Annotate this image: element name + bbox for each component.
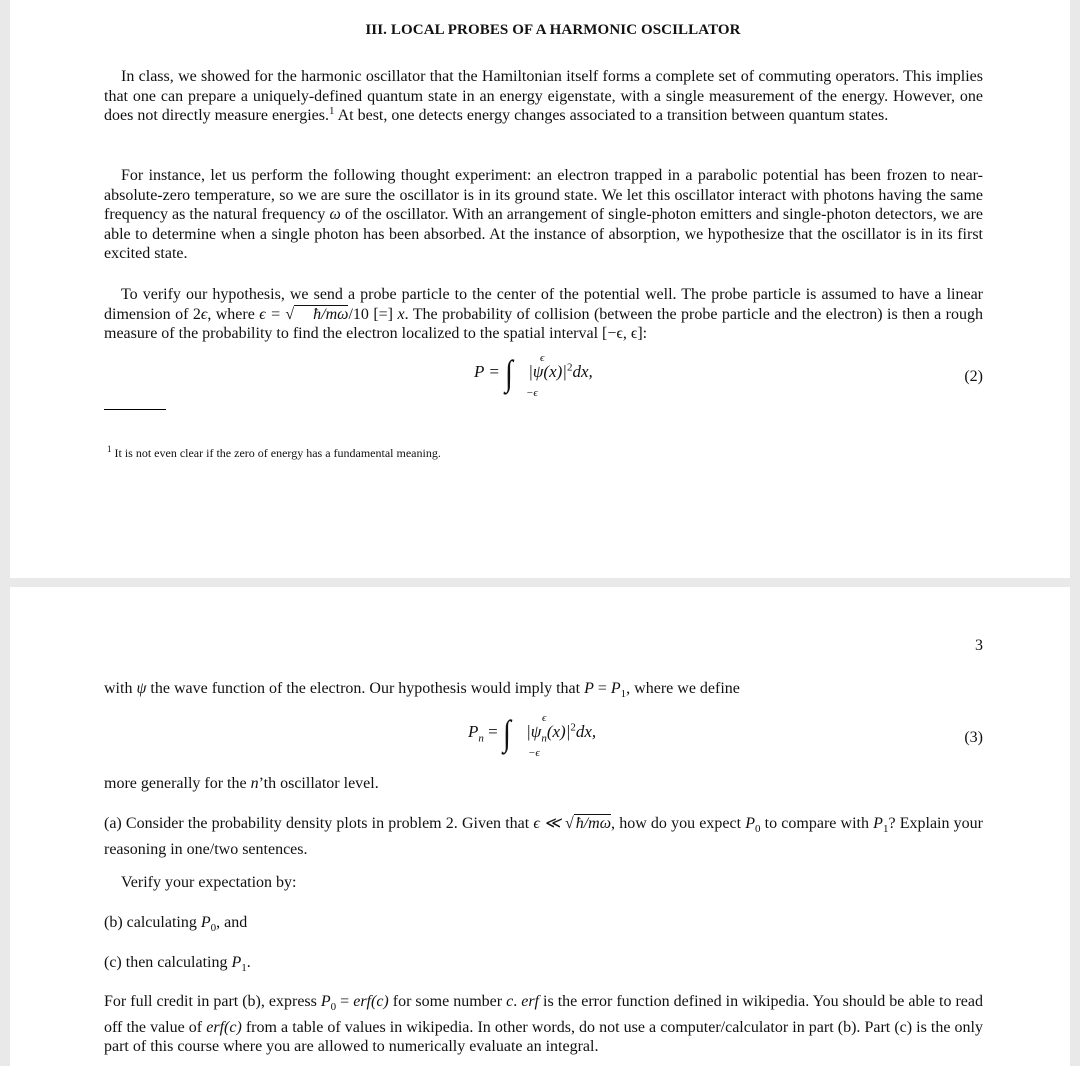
p1-subscript: 1	[620, 688, 627, 701]
equation-3	[468, 712, 597, 759]
p1-symbol: P	[610, 680, 621, 697]
paragraph-2	[104, 166, 983, 264]
credit-text-e: is the error function defined in wikipedia. You should be able to read off the value of	[104, 993, 984, 1036]
erf-word: erf	[521, 993, 539, 1010]
paragraph-1-text-b: At best, one detects energy changes associated to a transition between quantum states.	[334, 107, 889, 124]
epsilon-definition: ϵ =	[259, 305, 286, 323]
paragraph-3-text-b: , where	[207, 305, 260, 323]
question-c	[104, 953, 983, 979]
lower-limit: −ϵ	[528, 747, 540, 759]
x-variable: x	[397, 305, 405, 323]
question-b	[104, 913, 983, 939]
equation-2-lhs: P =	[474, 361, 505, 381]
equation-2	[474, 352, 593, 399]
integrand-subscript: n	[541, 732, 547, 745]
question-b-text-b: , and	[216, 914, 248, 931]
credit-text-c: for some number	[388, 993, 507, 1010]
differential: dx,	[572, 361, 593, 381]
integral-sign: ∫	[502, 713, 511, 753]
paragraph-1-text-a: In class, we showed for the harmonic oscillator that the Hamiltonian itself forms a complete set of commuting operators. This implies that one can prepare a uniquely-defined quantum state in an energy eigenstate, with a single measurement of the energy. However, one does not directly measure energies.	[104, 68, 983, 124]
general-line	[104, 774, 983, 794]
page-2	[10, 587, 1070, 1066]
question-a-text-b: , how do you expect	[611, 815, 746, 832]
lower-limit: −ϵ	[526, 387, 538, 399]
p0-symbol: P	[200, 914, 211, 931]
page-number: 3	[975, 637, 983, 654]
question-a-text-c: to compare with	[760, 815, 874, 832]
p0-subscript: 0	[755, 823, 761, 836]
p1-subscript: 1	[882, 823, 889, 836]
square-exponent: 2	[570, 721, 576, 734]
footnote-text: It is not even clear if the zero of energy has a fundamental meaning.	[114, 446, 441, 460]
differential: dx,	[575, 721, 597, 741]
footnote-mark: 1	[107, 444, 112, 454]
question-b-text-a: (b) calculating	[104, 914, 201, 931]
credit-paragraph	[104, 992, 983, 1057]
epsilon-much-less: ϵ ≪	[533, 815, 565, 832]
paragraph-3-text-a: To verify our hypothesis, we send a probe particle to the center of the potential well. The probe particle is assumed to have a linear dimension of 2	[104, 286, 983, 323]
p0-symbol: P	[320, 993, 331, 1010]
general-text-a: more generally for the	[104, 775, 251, 792]
question-c-text-b: .	[246, 954, 251, 971]
credit-text-f: from a table of values in wikipedia. In other words, do not use a computer/calculator in part (b). Part (c) is the only part of this course where you are allowed to numerically evaluate an integral.	[104, 1018, 984, 1056]
upper-limit: ϵ	[542, 712, 547, 724]
p0-symbol: P	[745, 815, 755, 832]
equation-3-equals: =	[483, 721, 502, 741]
equation-3-lhs: P	[468, 721, 479, 741]
intro-line	[104, 679, 983, 705]
p1-symbol: P	[231, 954, 242, 971]
page-1	[10, 0, 1070, 578]
p-symbol: P	[584, 680, 594, 697]
p1-subscript: 1	[241, 962, 247, 975]
footnote-rule	[104, 409, 166, 410]
general-text-b: ’th oscillator level.	[258, 775, 379, 792]
question-a-text-a: (a) Consider the probability density plots in problem 2. Given that	[104, 815, 534, 832]
epsilon-symbol: ϵ	[200, 305, 208, 323]
paragraph-3-text-d: . The probability of collision (between the probe particle and the electron) is then a rough measure of the probability to find the electron localized to the spatial interval [−ϵ, ϵ]:	[104, 305, 983, 342]
integrand-b: (x)|	[546, 721, 571, 741]
question-a-text-d: ? Explain your reasoning in one/two sentences.	[104, 815, 983, 858]
integrand-a: |ψ	[526, 721, 542, 741]
lhs-subscript: n	[478, 732, 484, 745]
paragraph-2-text-a: For instance, let us perform the following thought experiment: an electron trapped in a parabolic potential has been frozen to near-absolute-zero temperature, so we are sure the oscillator is in its ground state. We let this oscillator interact with photons having the same frequency as the natural frequency	[104, 167, 983, 223]
paragraph-3-text-c: /10 [=]	[348, 305, 398, 323]
n-variable: n	[250, 775, 259, 792]
credit-text-a: For full credit in part (b), express	[104, 993, 321, 1010]
intro-text-a: with	[104, 680, 137, 697]
paragraph-3: To verify our hypothesis, we send a probe particle to the center of the potential well. The probe particle is assumed to have a linear dimension of 2ϵ, where ϵ = √ ħ/mω/10 [=] x. The probability of collision (between the probe particle and the electron) is then a rough measure of the probability to find the electron localized to the spatial interval [−ϵ, ϵ]:	[104, 286, 983, 342]
footnote-reference: 1	[328, 105, 335, 117]
question-c-text-a: (c) then calculating	[104, 954, 232, 971]
integrand: |ψ(x)|	[528, 361, 567, 381]
footnote	[107, 444, 441, 461]
sqrt-content: ħ/mω	[575, 815, 612, 832]
paragraph-2-text-b: of the oscillator. With an arrangement of single-photon emitters and single-photon detectors, we are able to determine when a single photon has been absorbed. At the instance of absorption, we hypothesize that the oscillator is in its first excited state.	[104, 206, 983, 262]
equals: =	[593, 680, 611, 697]
paragraph-1	[104, 67, 983, 126]
p1-symbol: P	[873, 815, 883, 832]
erf-expression: erf(c)	[353, 993, 389, 1010]
section-heading: III. LOCAL PROBES OF A HARMONIC OSCILLATOR	[365, 22, 741, 38]
sqrt-content: ħ/mω	[313, 305, 349, 323]
psi-symbol: ψ	[136, 680, 147, 697]
c-variable: c	[506, 993, 514, 1010]
erf-expression: erf(c)	[206, 1018, 242, 1036]
equation-3-number: (3)	[964, 729, 983, 746]
question-a: (a) Consider the probability density plots in problem 2. Given that ϵ ≪ √ ħ/mω, how do you expect $P_0$ to compare with $P_1$? Explain your reasoning in one/two sentences.	[104, 815, 983, 858]
credit-text-d: .	[513, 993, 522, 1010]
p0-subscript: 0	[330, 1001, 337, 1014]
p0-subscript: 0	[210, 922, 217, 935]
intro-text-b: the wave function of the electron. Our hypothesis would imply that	[146, 680, 585, 697]
verify-line: Verify your expectation by:	[121, 874, 297, 891]
equation-2-number: (2)	[964, 368, 983, 385]
omega-symbol: ω	[329, 206, 341, 223]
equals: =	[336, 993, 354, 1010]
square-exponent: 2	[566, 361, 573, 374]
integral-sign: ∫	[505, 353, 513, 393]
upper-limit: ϵ	[540, 352, 545, 364]
intro-text-c: , where we define	[626, 680, 740, 697]
